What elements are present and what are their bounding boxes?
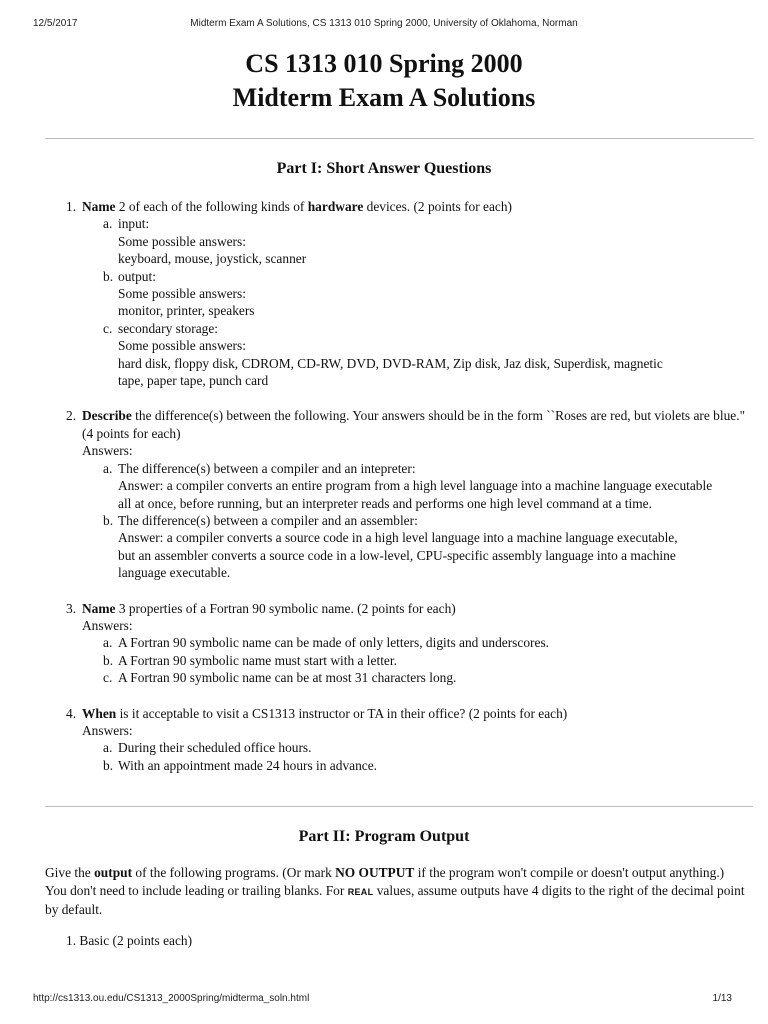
list-item: b. The difference(s) between a compiler and an assembler: Answer: a compiler converts a source code in a high level language into a machine language executable, but an assembler converts a source code in a low-level, CPU-specific assembly language into a machine language executable.: [103, 512, 678, 581]
list-item: b. A Fortran 90 symbolic name must start with a letter.: [103, 652, 397, 668]
list-item: b. With an appointment made 24 hours in advance.: [103, 757, 378, 773]
question-4: [60, 705, 760, 775]
list-item: a. During their scheduled office hours.: [103, 740, 312, 756]
list-item: c. A Fortran 90 symbolic name can be at most 31 characters long.: [103, 670, 457, 686]
title-line-1: CS 1313 010 Spring 2000: [245, 49, 523, 78]
answers-label: Answers:: [82, 722, 133, 738]
question-number: 2.: [66, 408, 77, 424]
divider: [45, 138, 753, 139]
print-date: 12/5/2017: [33, 18, 78, 29]
document-title: [0, 47, 768, 115]
print-page-title: Midterm Exam A Solutions, CS 1313 010 Spring 2000, University of Oklahoma, Norman: [190, 18, 578, 29]
question-number: 3.: [66, 600, 77, 616]
answers-label: Answers:: [82, 617, 133, 633]
question-2-prompt: Describe the difference(s) between the following. Your answers should be in the form ``Roses are red, but violets are blue." (4 points for each): [82, 408, 746, 441]
question-1-prompt: Name 2 of each of the following kinds of hardware devices. (2 points for each): [82, 199, 513, 214]
list-item: b. output: Some possible answers: monitor, printer, speakers: [103, 268, 255, 319]
part2-heading: Part II: Program Output: [298, 828, 470, 845]
question-2: [60, 407, 760, 581]
list-item: a. A Fortran 90 symbolic name can be made of only letters, digits and underscores.: [103, 635, 549, 651]
divider: [45, 806, 753, 807]
question-4-prompt: When is it acceptable to visit a CS1313 instructor or TA in their office? (2 points for each): [82, 705, 568, 721]
question-4-items: [82, 739, 760, 774]
code-keyword: REAL: [347, 887, 374, 897]
part1-heading: Part I: Short Answer Questions: [276, 160, 492, 177]
question-1-items: [82, 215, 760, 389]
question-3: [60, 600, 760, 687]
list-item: a. input: Some possible answers: keyboard, mouse, joystick, scanner: [103, 216, 307, 267]
question-number: 4.: [66, 705, 77, 721]
short-answer-questions: [60, 198, 760, 786]
question-3-prompt: Name 3 properties of a Fortran 90 symbolic name. (2 points for each): [82, 600, 456, 616]
question-2-items: [82, 460, 760, 582]
part2-instructions: Give the output of the following programs. (Or mark NO OUTPUT if the program won't compile or doesn't output anything.) You don't need to include leading or trailing blanks. For REAL values, assume outputs have 4 digits to the right of the decimal point by default.: [45, 865, 745, 917]
page-url: http://cs1313.ou.edu/CS1313_2000Spring/midterma_soln.html: [33, 993, 310, 1004]
question-1: [60, 198, 760, 389]
question-3-items: [82, 634, 760, 686]
title-line-2: Midterm Exam A Solutions: [232, 83, 536, 112]
list-item: c. secondary storage: Some possible answers: hard disk, floppy disk, CDROM, CD-RW, DVD, DVD-RAM, Zip disk, Jaz disk, Superdisk, magnetic tape, paper tape, punch card: [103, 320, 663, 389]
question-number: 1.: [66, 199, 77, 214]
list-item: a. The difference(s) between a compiler and an intepreter: Answer: a compiler converts an entire program from a high level language into a machine language executable all at once, before running, but an interpreter reads and performs one high level command at a time.: [103, 460, 713, 511]
page-number: 1/13: [712, 993, 732, 1004]
program-output-item-basic: 1. Basic (2 points each): [66, 933, 193, 948]
answers-label: Answers:: [82, 443, 133, 459]
